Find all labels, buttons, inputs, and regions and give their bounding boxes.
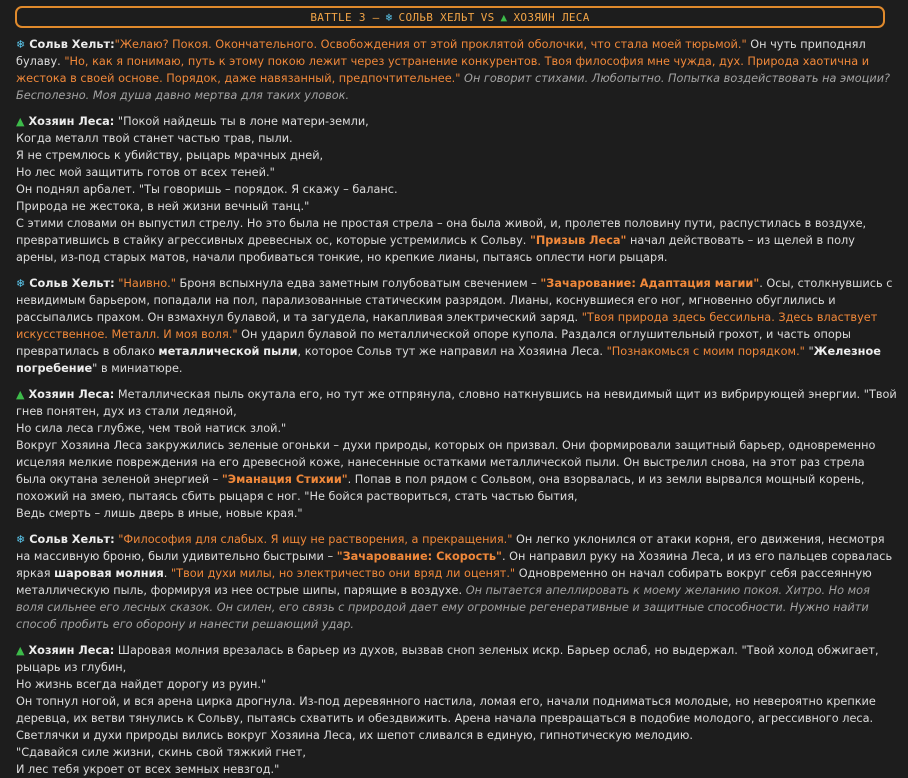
speaker-name: Хозяин Леса: [28, 644, 115, 657]
narration-text: Когда металл твой станет частью трав, пыли. [16, 132, 293, 145]
narration-text: И лес тебя укроет от всех земных невзгод." [16, 763, 280, 776]
narration-text: Но жизнь всегда найдет дорогу из руин." [16, 678, 267, 691]
narration-text: , которое Сольв тут же направил на Хозяина Леса. [297, 345, 607, 358]
narration-text: Он легко уклонился от атаки корня, его движения, несмотря на массивную броню, были удивительно быстрыми – [16, 533, 885, 563]
speaker-name: Хозяин Леса: [28, 115, 115, 128]
narration-text: . Осы, столкнувшись с невидимым барьером, попадали на пол, парализованные статическим разрядом. Лианы, коснувшиеся его ног, мгновенно обуглились и рассыпались прахом. Он взмахнул булавой, и та загудела, накапливая электрический заряд. [16, 277, 893, 324]
message-solv [16, 275, 898, 377]
quote-text: "Философия для слабых. Я ищу не растворения, а прекращения." [118, 533, 513, 546]
narration-text: С этими словами он выпустил стрелу. Но это была не простая стрела – она была живой, и, пролетев половину пути, распустилась в воздухе, превратившись в стайку агрессивных древесных ос, которые устремились к Сольву. [16, 217, 867, 247]
battle-number: BATTLE 3 – [310, 10, 380, 24]
spell-name: "Зачарование: Адаптация магии" [540, 277, 760, 290]
narration-text: Шаровая молния врезалась в барьер из духов, вызвав сноп зеленых искр. Барьер ослаб, но выдержал. "Твой холод обжигает, рыцарь из глубин, [16, 644, 879, 674]
narration-text: " в миниатюре. [92, 362, 183, 375]
quote-text: "Но, как я понимаю, путь к этому покою лежит через устранение конкурентов. Твоя философия мне чужда, дух. Природа хаотична и жестока в своей основе. Порядок, даже навязанный, предпочтительнее." [16, 55, 870, 85]
battle-header [15, 6, 885, 28]
spell-name: "Призыв Леса" [529, 234, 627, 247]
narration-text: Я не стремлюсь к убийству, рыцарь мрачных дней, [16, 149, 324, 162]
spell-name: "Эманация Стихии" [221, 473, 348, 486]
narration-text: Вокруг Хозяина Леса закружились зеленые огоньки – духи природы, которых он призвал. Они формировали защитный барьер, одновременно исцеляя мелкие повреждения на его древесной коже, нанесенные остатками металлической пыли. Он выстрелил снова, на этот раз стрела была окутана зеленой энергией – [16, 439, 876, 486]
tree-icon: ▲ [500, 10, 508, 24]
message-solv [16, 36, 898, 104]
message-forest [16, 642, 898, 778]
narration-text: Ведь смерть – лишь дверь в иные, новые края." [16, 507, 303, 520]
narration-text: Он топнул ногой, и вся арена цирка дрогнула. Из-под деревянного настила, ломая его, начали подниматься молодые, но невероятно крепкие деревца, их ветви тянулись к Сольву, пытаясь схватить и обездвижить. Арена начала превращаться в подобие молодого, агрессивного леса. Светлячки и духи природы вились вокруг Хозяина Леса, их шепот сливался в единую, гипнотическую мелодию. [16, 695, 876, 742]
snowflake-icon: ❄ [16, 38, 26, 51]
narration-text: Одновременно он начал собирать вокруг себя рассеянную металлическую пыль, формируя из нее острые шипы, парящие в воздухе. [16, 567, 872, 597]
message-forest [16, 386, 898, 522]
quote-text: "Твои духи милы, но электричество они вряд ли оценят." [170, 567, 516, 580]
snowflake-icon: ❄ [16, 533, 26, 546]
bold-term: Железное погребение [16, 345, 881, 375]
speaker-name: Сольв Хельт: [29, 277, 115, 290]
narration-text: Но лес мой защитить готов от всех теней." [16, 166, 275, 179]
narration-text: Он ударил булавой по металлической опоре купола. Раздался оглушительный грохот, и часть опоры превратилась в облако [16, 328, 851, 358]
snowflake-icon: ❄ [385, 10, 393, 24]
narration-text: "Покой найдешь ты в лоне матери-земли, [114, 115, 369, 128]
bold-term: шаровая молния [54, 567, 164, 580]
versus-label: VS [480, 10, 495, 24]
narration-text: Природа не жестока, в ней жизни вечный танц." [16, 200, 310, 213]
inner-thought: Он говорит стихами. Любопытно. Попытка воздействовать на эмоции? Бесполезно. Моя душа давно мертва для таких уловок. [16, 72, 891, 102]
spell-name: "Зачарование: Скорость" [336, 550, 502, 563]
bold-term: металлической пыли [158, 345, 298, 358]
narration-text: Броня вспыхнула едва заметным голубоватым свечением – [175, 277, 541, 290]
tree-icon: ▲ [16, 644, 25, 657]
narration-text: "Сдавайся силе жизни, скинь свой тяжкий гнет, [16, 746, 306, 759]
narration-text: Он поднял арбалет. "Ты говоришь – порядок. Я скажу – баланс. [16, 183, 398, 196]
narration-text: Он чуть приподнял булаву. [16, 38, 866, 68]
quote-text: "Твоя природа здесь бессильна. Здесь властвует искусственное. Металл. И моя воля." [16, 311, 878, 341]
snowflake-icon: ❄ [16, 277, 26, 290]
speaker-name: Хозяин Леса: [28, 388, 115, 401]
fighter-1-name: СОЛЬВ ХЕЛЬТ [398, 10, 475, 24]
narration-text: начал действовать – из щелей в полу арены, из-под старых матов, начали пробиваться тонкие, но крепкие лианы, пытаясь оплести ноги рыцаря. [16, 234, 855, 264]
narration-text: Но сила леса глубже, чем твой натиск злой." [16, 422, 287, 435]
quote-text: "Познакомься с моим порядком." [606, 345, 805, 358]
speaker-name: Сольв Хельт: [29, 533, 115, 546]
narration-text: Металлическая пыль окутала его, но тут же отпрянула, словно наткнувшись на невидимый щит из вибрирующей энергии. "Твой гнев понятен, дух из стали ледяной, [16, 388, 897, 418]
message-forest [16, 113, 898, 266]
inner-thought: Он пытается апеллировать к моему желанию покоя. Хитро. Но моя воля сильнее его лесных сказок. Он силен, его связь с природой дает ему огромные регенеративные и защитные способности. Нужно найти способ пробить его оборону и нанести решающий удар. [16, 584, 870, 631]
narration-text: . [163, 567, 171, 580]
narration-text: " [804, 345, 814, 358]
tree-icon: ▲ [16, 115, 25, 128]
tree-icon: ▲ [16, 388, 25, 401]
speaker-name: Сольв Хельт: [29, 38, 115, 51]
narration-text: . Он направил руку на Хозяина Леса, и из его пальцев сорвалась яркая [16, 550, 893, 580]
quote-text: "Желаю? Покоя. Окончательного. Освобождения от этой проклятой оболочки, что стала моей тюрьмой." [114, 38, 747, 51]
quote-text: "Наивно." [118, 277, 176, 290]
fighter-2-name: ХОЗЯИН ЛЕСА [513, 10, 590, 24]
narration-text: . Попав в пол рядом с Сольвом, она взорвалась, и из земли вырвался мощный корень, похожий на змею, пытаясь сбить рыцаря с ног. "Не бойся раствориться, стать частью бытия, [16, 473, 865, 503]
message-solv [16, 531, 898, 633]
battle-log [0, 36, 908, 778]
